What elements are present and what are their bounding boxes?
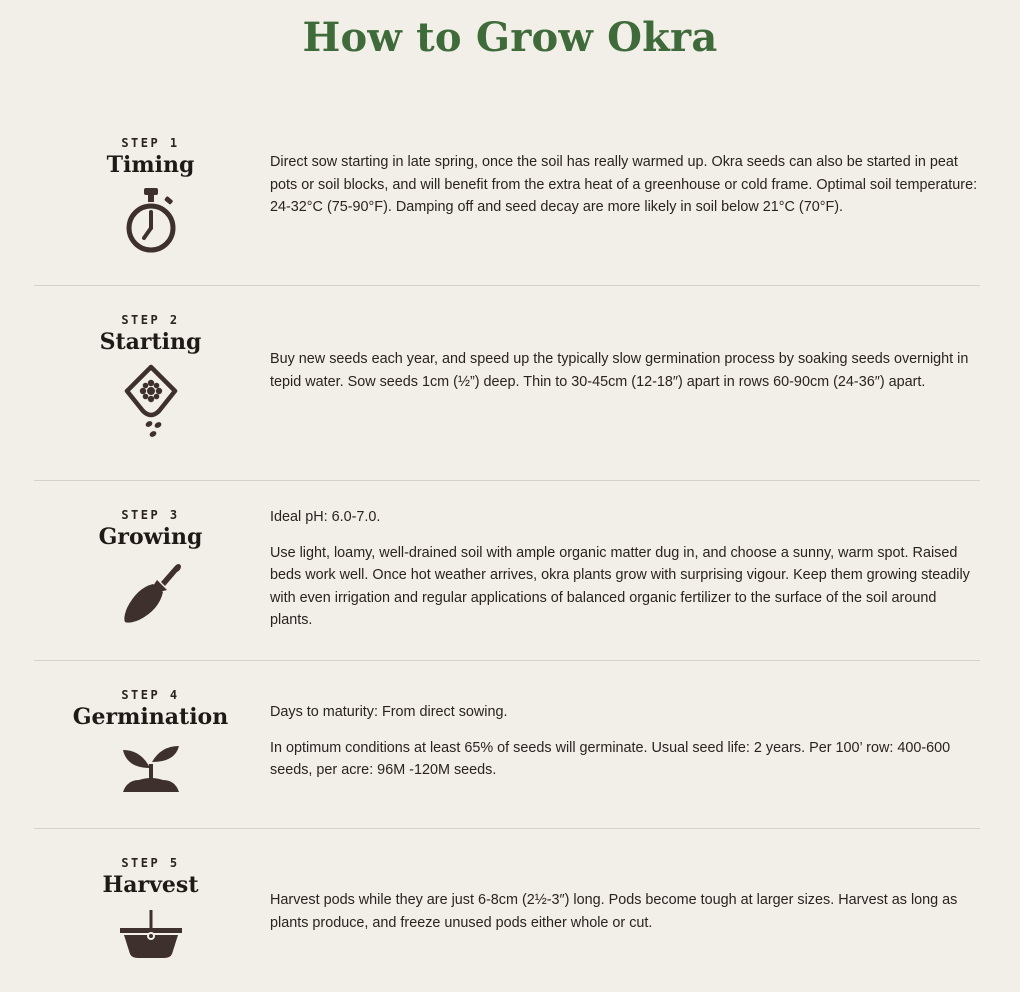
step-number: STEP 5 (121, 856, 180, 870)
step-paragraph: Harvest pods while they are just 6-8cm (2½-3″) long. Pods become tough at larger sizes. Harvest as long as plants produce, and freeze unused pods either whole or cut. (270, 892, 958, 931)
step-germination (34, 661, 980, 829)
step-number: STEP 2 (121, 313, 180, 327)
step-name: Germination (72, 704, 229, 730)
step-paragraph: Use light, loamy, well-drained soil with ample organic matter dug in, and choose a sunny, warm spot. Raised beds work well. Once hot weather arrives, okra plants grow with surprising vigour. Keep them growing steadily with even irrigation and regular applications of balanced organic fertilizer to the surface of the soil around plants. (270, 544, 970, 628)
step-name: Growing (98, 524, 203, 550)
page-title: How to Grow Okra (302, 14, 718, 61)
step-description (270, 701, 982, 782)
step-header (34, 136, 267, 256)
step-name: Timing (106, 152, 195, 178)
step-number: STEP 3 (121, 508, 180, 522)
step-growing (34, 481, 980, 661)
step-paragraph: Ideal pH: 6.0-7.0. (270, 509, 381, 525)
step-header (34, 856, 267, 962)
step-number: STEP 1 (121, 136, 180, 150)
step-name: Starting (99, 329, 202, 355)
step-harvest (34, 829, 980, 992)
step-starting (34, 286, 980, 481)
sprout-icon (119, 738, 183, 798)
step-timing (34, 128, 980, 286)
seed-packet-icon (119, 363, 183, 447)
step-paragraph: Days to maturity: From direct sowing. (270, 704, 508, 720)
step-name: Harvest (102, 872, 199, 898)
step-paragraph: Direct sow starting in late spring, once the soil has really warmed up. Okra seeds can also be started in peat pots or soil blocks, and will benefit from the extra heat of a greenhouse or cold frame. Optimal soil temperature: 24-32°C (75-90°F). Damping off and seed decay are more likely in soil below 21°C (70°F). (270, 154, 978, 215)
step-header (34, 508, 267, 628)
step-paragraph: In optimum conditions at least 65% of seeds will germinate. Usual seed life: 2 years. Per 100’ row: 400-600 seeds, per acre: 96M -120M seeds. (270, 739, 951, 778)
trowel-icon (119, 558, 183, 628)
step-number: STEP 4 (121, 688, 180, 702)
step-description (270, 151, 982, 219)
stopwatch-icon (121, 186, 181, 256)
step-description (270, 348, 982, 393)
basket-icon (116, 906, 186, 962)
step-paragraph: Buy new seeds each year, and speed up the typically slow germination process by soaking seeds overnight in tepid water. Sow seeds 1cm (½”) deep. Thin to 30-45cm (12-18″) apart in rows 60-90cm (24-36″) apart. (270, 351, 969, 390)
step-header (34, 313, 267, 447)
step-description (270, 506, 982, 632)
step-description (270, 889, 982, 934)
step-header (34, 688, 267, 798)
